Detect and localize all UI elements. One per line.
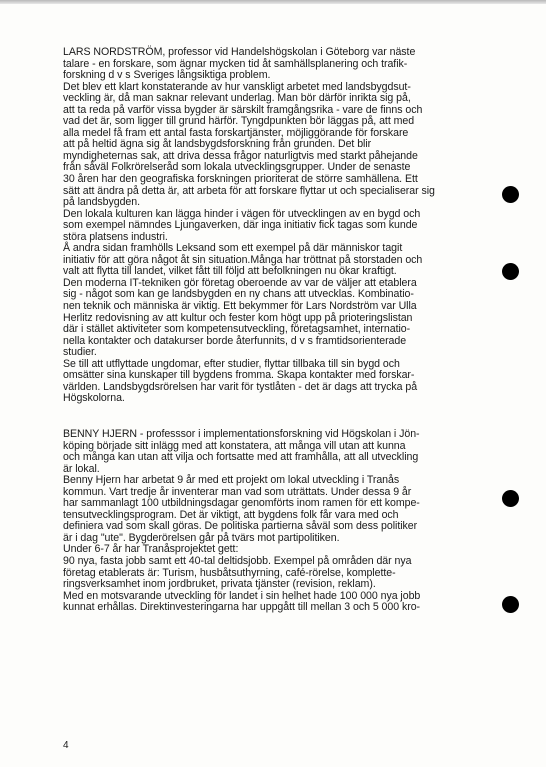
text-line: Å andra sidan framhölls Leksand som ett exempel på där människor tagit xyxy=(63,242,403,255)
text-line: sig - något som kan ge landsbygden en ny chans att utvecklas. Kombinatio- xyxy=(63,288,414,301)
text-line: köping började sitt inlägg med att konstatera, att många vill utan att kunna xyxy=(63,439,406,452)
text-line: vad det är, som ligger till grund härför. Tyngdpunkten bör läggas på, att med xyxy=(63,115,415,128)
text-line: tensutvecklingsprogram. Det är viktigt, att bygdens folk får vara med och xyxy=(63,508,399,521)
text-line: kunnat erhållas. Direktinvesteringarna har uppgått till mellan 3 och 5 000 kro- xyxy=(63,601,421,614)
body-text xyxy=(63,47,503,614)
binder-hole xyxy=(502,263,519,280)
text-line: forskning d v s Sveriges långsiktiga problem. xyxy=(63,69,271,82)
text-line: på landsbygden. xyxy=(63,196,141,209)
binder-hole xyxy=(502,186,519,203)
section-gap xyxy=(63,405,503,429)
text-line: har sammanlagt 100 utbildningsdagar genomförts inom ramen för ett kompe- xyxy=(63,497,420,510)
text-line: BENNY HJERN - professsor i implementationsforskning vid Högskolan i Jön- xyxy=(63,427,420,440)
text-line: Se till att utflyttade ungdomar, efter studier, flyttar tillbaka till sin bygd och xyxy=(63,357,400,370)
text-line: Herlitz redovisning av att kultur och fester kom högt upp på prioteringslistan xyxy=(63,311,413,324)
text-line: Benny Hjern har arbetat 9 år med ett projekt om lokal utveckling i Tranås xyxy=(63,474,400,487)
binder-hole xyxy=(502,490,519,507)
section-benny-hjern xyxy=(63,429,503,614)
section-lars-nordstrom xyxy=(63,47,503,405)
page-number: 4 xyxy=(63,740,69,751)
text-line: definiera vad som skall göras. De politiska partierna såväl som dess politiker xyxy=(63,520,418,533)
text-line: veckling är, då man saknar relevant underlag. Man bör därför inrikta sig på, xyxy=(63,92,411,105)
text-line: är i dag "ute". Bygderörelsen går på tvärs mot partipolitiken. xyxy=(63,531,340,544)
text-line: nella kontakter och datakurser borde återfunnits, d v s framtidsorienterade xyxy=(63,334,407,347)
text-line: kommun. Vart tredje år inventerar man vad som uträttats. Under dessa 9 år xyxy=(63,485,412,498)
text-line: initiativ för att göra något åt sin situation.Många har tröttnat på storstaden och xyxy=(63,253,423,266)
text-line: talare - en forskare, som ägnar mycken tid åt samhällsplanering och trafik- xyxy=(63,57,408,70)
text-line: Den lokala kulturen kan lägga hinder i vägen för utvecklingen av en bygd och xyxy=(63,207,421,220)
scan-top-edge xyxy=(0,0,546,4)
text-line: världen. Landsbygdsrörelsen har varit för tystlåten - det är dags att trycka på xyxy=(63,380,418,393)
text-line: Den moderna IT-tekniken gör företag oberoende av var de väljer att etablera xyxy=(63,276,417,289)
text-line: 90 nya, fasta jobb samt ett 40-tal deltidsjobb. Exempel på områden där nya xyxy=(63,554,412,567)
text-line: som exempel nämndes Ljungaverken, där inga initiativ fick tagas som kunde xyxy=(63,219,418,232)
binder-hole xyxy=(502,596,519,613)
text-line: Under 6-7 år har Tranåsprojektet gett: xyxy=(63,543,239,556)
text-line: är lokal. xyxy=(63,462,100,475)
text-line: Med en motsvarande utveckling för landet i sin helhet hade 100 000 nya jobb xyxy=(63,589,421,602)
text-line: att ta reda på varför vissa bygder är särskilt framgångsrika - vare de finns och xyxy=(63,103,423,116)
text-line: ringsverksamhet inom jordbruket, privata tjänster (revision, reklam). xyxy=(63,578,376,591)
text-line: och många kan utan att vilja och fortsatte med att framhålla, att all utveckling xyxy=(63,451,419,464)
text-line: från såväl Folkrörelseråd som lokala utvecklingsgrupper. Under de senaste xyxy=(63,161,411,174)
text-line: nen teknik och människa är viktig. Ett bekymmer för Lars Nordström var Ulla xyxy=(63,300,417,313)
text-line: att på heltid ägna sig åt landsbygdsforskning från grunden. Det blir xyxy=(63,138,372,151)
text-line: myndigheternas sak, att driva dessa frågor naturligtvis med starkt påhejande xyxy=(63,149,418,162)
text-line: där i stället aktiviteter som kompetensutveckling, företagsamhet, internatio- xyxy=(63,323,411,336)
text-line: sätt att ändra på detta är, att arbeta för att forskare flyttar ut och specialiserar sig xyxy=(63,184,435,197)
text-line: störa platsens industri. xyxy=(63,230,168,243)
text-line: omsätter sina kunskaper till bygdens fromma. Skapa kontakter med forskar- xyxy=(63,369,415,382)
text-line: Det blev ett klart konstaterande av hur vanskligt arbetet med landsbygdsut- xyxy=(63,80,411,93)
text-line: alla medel få fram ett antal fasta forskartjänster, möjliggörande för forskare xyxy=(63,126,409,139)
text-line: valt att flytta till landet, vilket fått till följd att befolkningen nu ökar kraftigt. xyxy=(63,265,397,278)
text-line: företag etablerats är: Turism, husbåtsuthyrning, café-rörelse, komplette- xyxy=(63,566,396,579)
text-line: studier. xyxy=(63,346,97,359)
text-line: 30 åren har den geografiska forskningen prioriterat de större samhällena. Ett xyxy=(63,173,418,186)
text-line: LARS NORDSTRÖM, professor vid Handelshögskolan i Göteborg var näste xyxy=(63,46,416,58)
text-line: Högskolorna. xyxy=(63,392,125,405)
